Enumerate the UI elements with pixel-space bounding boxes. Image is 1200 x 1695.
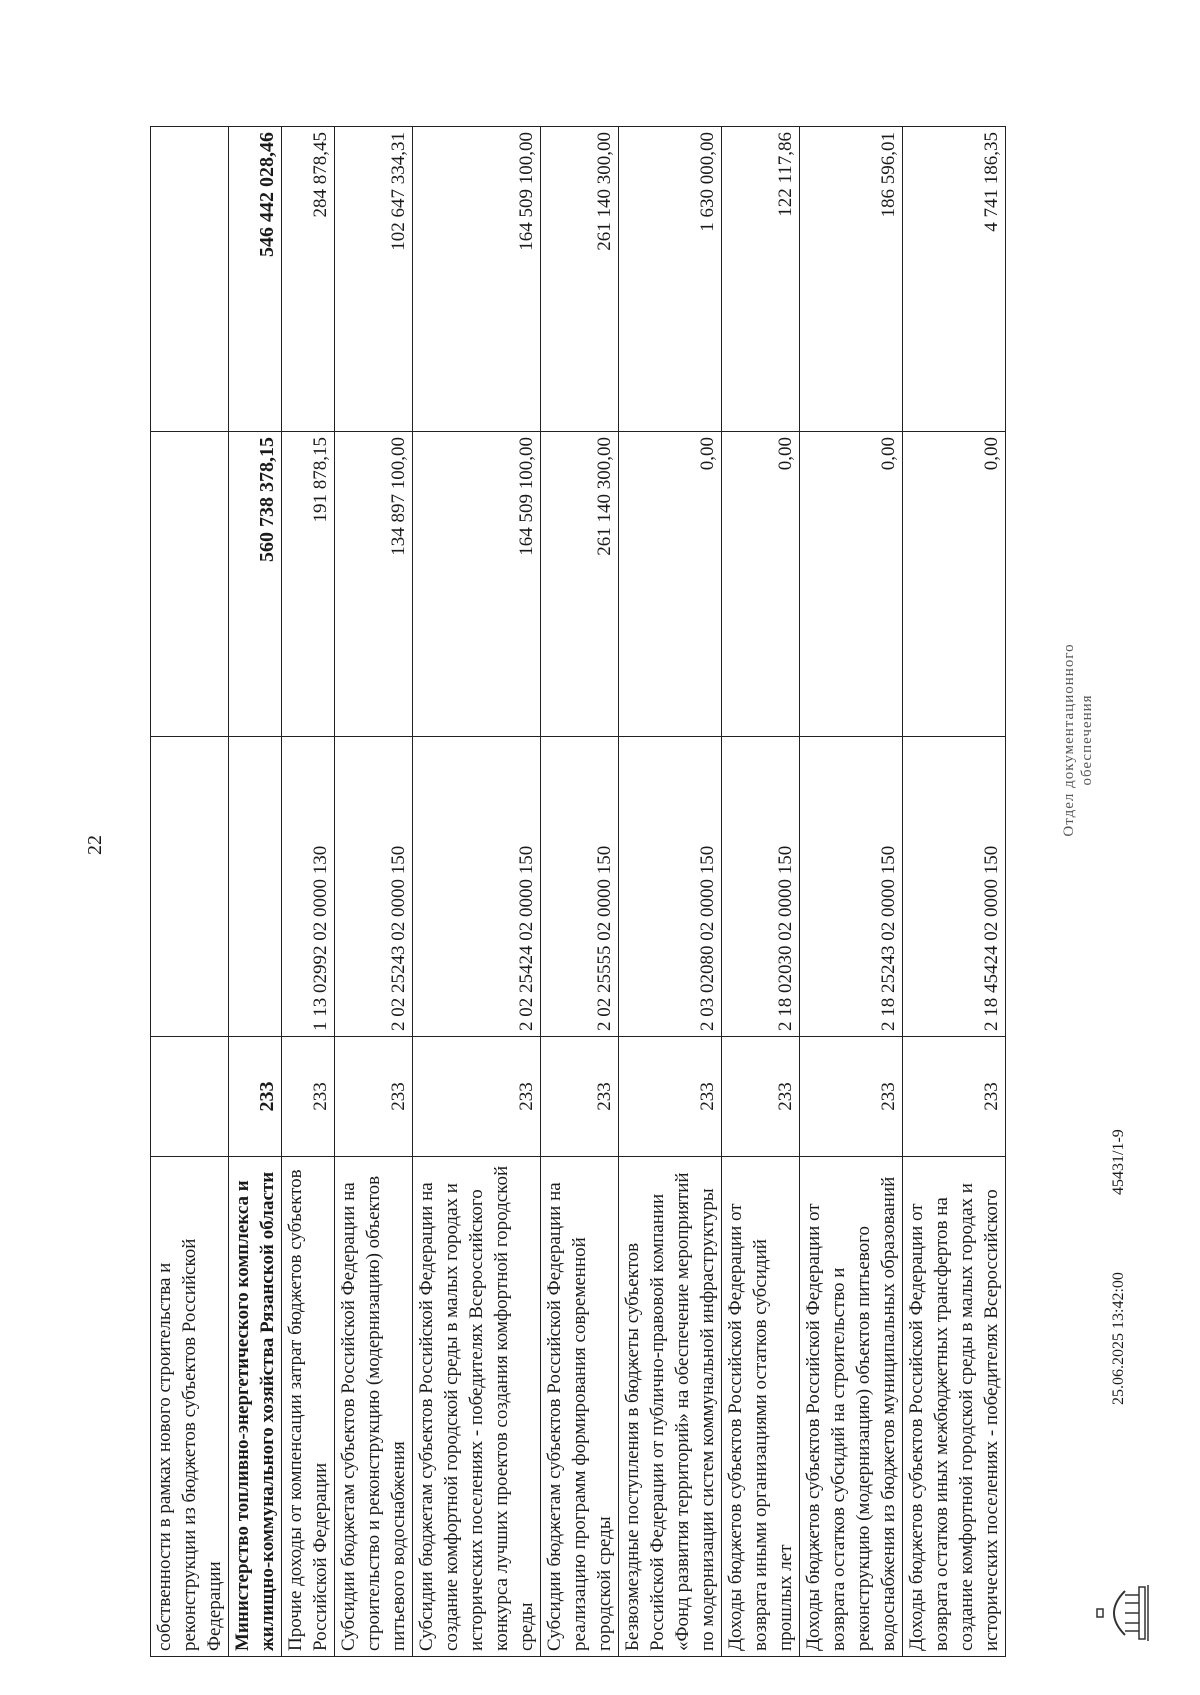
row-description: Субсидии бюджетам субъектов Российской Федерации на строительство и реконструкцию (модернизацию) объектов питьевого водоснабжения xyxy=(335,1157,413,1657)
table-row xyxy=(541,127,619,1657)
row-revenue-code xyxy=(229,737,282,1037)
row-description: Субсидии бюджетам субъектов Российской Федерации на реализацию программ формирования современной городской среды xyxy=(541,1157,619,1657)
row-value-2: 102 647 334,31 xyxy=(335,127,413,432)
row-revenue-code: 1 13 02992 02 0000 130 xyxy=(282,737,335,1037)
row-admin-code: 233 xyxy=(800,1037,903,1157)
table-row xyxy=(335,127,413,1657)
row-value-1: 0,00 xyxy=(903,432,1006,737)
department-stamp: Отдел документационного обеспечения xyxy=(1061,643,1095,837)
row-description: Субсидии бюджетам субъектов Российской Федерации на создание комфортной городской среды в малых городах и исторических поселениях - победителях Всероссийского конкурса лучших проектов создания комфортной городской среды xyxy=(413,1157,541,1657)
row-value-1: 261 140 300,00 xyxy=(541,432,619,737)
row-description: Доходы бюджетов субъектов Российской Федерации от возврата остатков иных межбюджетных трансфертов на создание комфортной городской среды в малых городах и исторических поселениях - победителях Всероссийского xyxy=(903,1157,1006,1657)
row-revenue-code: 2 18 45424 02 0000 150 xyxy=(903,737,1006,1037)
row-description: собственности в рамках нового строительства и реконструкции из бюджетов субъектов Российской Федерации xyxy=(151,1157,229,1657)
row-revenue-code: 2 02 25424 02 0000 150 xyxy=(413,737,541,1037)
row-value-2: 1 630 000,00 xyxy=(619,127,722,432)
row-revenue-code: 2 02 25555 02 0000 150 xyxy=(541,737,619,1037)
row-value-1: 164 509 100,00 xyxy=(413,432,541,737)
row-admin-code: 233 xyxy=(335,1037,413,1157)
row-revenue-code: 2 03 02080 02 0000 150 xyxy=(619,737,722,1037)
table-row xyxy=(229,127,282,1657)
row-value-2: 546 442 028,46 xyxy=(229,127,282,432)
row-description: Министерство топливно-энергетического комплекса и жилищно-коммунального хозяйства Рязанской области xyxy=(229,1157,282,1657)
row-value-2: 186 596,01 xyxy=(800,127,903,432)
row-revenue-code xyxy=(151,737,229,1037)
row-value-1: 134 897 100,00 xyxy=(335,432,413,737)
row-description: Доходы бюджетов субъектов Российской Федерации от возврата остатков субсидий на строительство и реконструкцию (модернизацию) объектов питьевого водоснабжения из бюджетов муниципальных образований xyxy=(800,1157,903,1657)
revenue-table xyxy=(150,126,1006,1657)
row-value-1: 0,00 xyxy=(619,432,722,737)
row-admin-code xyxy=(151,1037,229,1157)
row-admin-code: 233 xyxy=(541,1037,619,1157)
table-row xyxy=(903,127,1006,1657)
row-value-1: 0,00 xyxy=(800,432,903,737)
duma-logo-icon xyxy=(1095,1581,1151,1645)
row-admin-code: 233 xyxy=(903,1037,1006,1157)
row-admin-code: 233 xyxy=(619,1037,722,1157)
row-value-1: 0,00 xyxy=(722,432,800,737)
row-admin-code: 233 xyxy=(282,1037,335,1157)
footer-doc-code: 45431/1-9 xyxy=(1110,1129,1127,1195)
row-revenue-code: 2 18 25243 02 0000 150 xyxy=(800,737,903,1037)
row-admin-code: 233 xyxy=(229,1037,282,1157)
row-value-2: 284 878,45 xyxy=(282,127,335,432)
row-revenue-code: 2 02 25243 02 0000 150 xyxy=(335,737,413,1037)
table-row xyxy=(282,127,335,1657)
table-row xyxy=(151,127,229,1657)
row-description: Доходы бюджетов субъектов Российской Федерации от возврата иными организациями остатков субсидий прошлых лет xyxy=(722,1157,800,1657)
row-value-1: 560 738 378,15 xyxy=(229,432,282,737)
table-row xyxy=(619,127,722,1657)
table-row xyxy=(800,127,903,1657)
row-value-2: 122 117,86 xyxy=(722,127,800,432)
row-revenue-code: 2 18 02030 02 0000 150 xyxy=(722,737,800,1037)
row-value-1 xyxy=(151,432,229,737)
row-description: Безвозмездные поступления в бюджеты субъектов Российской Федерации от публично-правовой компании «Фонд развития территорий» на обеспечение мероприятий по модернизации систем коммунальной инфраструктуры xyxy=(619,1157,722,1657)
table-row xyxy=(722,127,800,1657)
row-value-2: 261 140 300,00 xyxy=(541,127,619,432)
row-value-2: 164 509 100,00 xyxy=(413,127,541,432)
row-value-1: 191 878,15 xyxy=(282,432,335,737)
page-number: 22 xyxy=(84,835,106,855)
footer-date: 25.06.2025 13:42:00 xyxy=(1110,1272,1127,1405)
row-admin-code: 233 xyxy=(413,1037,541,1157)
row-description: Прочие доходы от компенсации затрат бюджетов субъектов Российской Федерации xyxy=(282,1157,335,1657)
row-admin-code: 233 xyxy=(722,1037,800,1157)
row-value-2 xyxy=(151,127,229,432)
table-body xyxy=(151,127,1006,1657)
table-row xyxy=(413,127,541,1657)
row-value-2: 4 741 186,35 xyxy=(903,127,1006,432)
